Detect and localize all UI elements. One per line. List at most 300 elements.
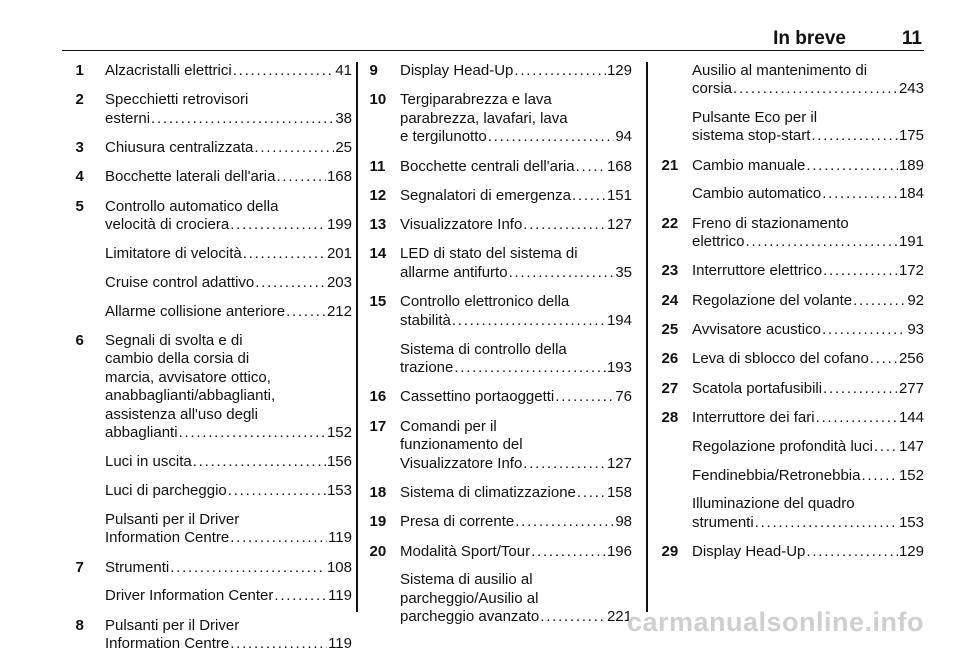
entry-line-text: Cruise control adattivo	[105, 273, 255, 291]
entry-text	[662, 215, 924, 252]
entry-text	[370, 245, 632, 282]
entry-line	[105, 198, 352, 217]
page-reference-link[interactable]: 35	[615, 263, 632, 281]
dot-leader	[733, 80, 898, 99]
entry-line-text: cambio della corsia di	[105, 350, 250, 368]
entry-text	[76, 482, 352, 501]
dot-leader	[572, 187, 606, 206]
entry-text	[370, 293, 632, 330]
page-reference-link[interactable]: 119	[328, 635, 352, 653]
page-reference-link[interactable]: 127	[606, 216, 632, 234]
page-reference-link[interactable]: 194	[606, 311, 632, 329]
dot-leader	[861, 467, 898, 486]
entry-number: 19	[369, 513, 387, 531]
entry-text	[370, 418, 632, 474]
index-entry	[662, 380, 924, 399]
entry-line	[692, 467, 924, 486]
entry-line	[400, 158, 632, 177]
entry-line-text: Interruttore elettrico	[692, 262, 823, 280]
entry-line	[105, 587, 352, 606]
entry-line-text: Regolazione del volante	[692, 291, 853, 309]
entry-line	[400, 484, 632, 503]
entry-text	[76, 91, 352, 128]
entry-line-text: Specchietti retrovisori	[105, 91, 249, 109]
entry-line	[105, 168, 352, 187]
entry-text	[76, 332, 352, 443]
entry-line	[105, 617, 352, 636]
entry-line-text: Strumenti	[105, 558, 170, 576]
entry-text	[370, 91, 632, 147]
entry-line	[400, 264, 632, 283]
entry-line	[400, 359, 632, 378]
page-reference-link[interactable]: 196	[606, 542, 632, 560]
index-entry	[370, 216, 632, 235]
dot-leader	[274, 587, 327, 606]
entry-line	[105, 62, 352, 81]
entry-line-text: esterni	[105, 109, 151, 127]
index-entry	[662, 495, 924, 532]
entry-text	[370, 187, 632, 206]
entry-line	[400, 110, 632, 129]
entry-line	[105, 424, 352, 443]
dot-leader	[514, 62, 606, 81]
entry-line-text: Avvisatore acustico	[692, 321, 821, 339]
index-entry	[76, 91, 352, 128]
entry-line	[692, 321, 924, 340]
entry-line-text: Sistema di controllo della	[400, 340, 567, 358]
index-entry	[76, 559, 352, 578]
entry-line	[400, 418, 632, 437]
entry-line	[105, 406, 352, 425]
index-entry	[76, 139, 352, 158]
dot-leader	[576, 158, 606, 177]
entry-number: 18	[369, 483, 387, 501]
index-entry	[370, 245, 632, 282]
entry-number: 17	[369, 417, 387, 435]
entry-line-text: Fendinebbia/Retronebbia	[692, 466, 861, 484]
page-reference-link[interactable]: 172	[898, 262, 924, 280]
page-reference-link[interactable]: 256	[898, 350, 924, 368]
index-entry	[370, 484, 632, 503]
dot-leader	[179, 424, 326, 443]
page-reference-link[interactable]: 189	[898, 156, 924, 174]
index-entry	[370, 158, 632, 177]
dot-leader	[230, 635, 327, 654]
dot-leader	[509, 264, 615, 283]
index-entry	[76, 245, 352, 264]
page-reference-link[interactable]: 147	[898, 437, 924, 455]
entry-line-text: Controllo elettronico della	[400, 293, 570, 311]
index-entry	[370, 543, 632, 562]
entry-line-text: sistema stop-start	[692, 127, 811, 145]
entry-number: 15	[369, 293, 387, 311]
dot-leader	[286, 303, 326, 322]
entry-line-text: Cambio automatico	[692, 185, 822, 203]
entry-number: 26	[661, 350, 679, 368]
page-reference-link[interactable]: 94	[615, 128, 632, 146]
page-reference-link[interactable]: 199	[326, 216, 352, 234]
page-reference-link[interactable]: 221	[606, 608, 632, 626]
entry-line	[692, 157, 924, 176]
entry-text	[370, 341, 632, 378]
dot-leader	[151, 110, 334, 129]
entry-line-text: Bocchette centrali dell'aria	[400, 157, 575, 175]
entry-line-text: abbaglianti	[105, 424, 178, 442]
index-entry	[662, 215, 924, 252]
index-entry	[662, 292, 924, 311]
entry-number: 22	[661, 214, 679, 232]
entry-line-text: Display Head-Up	[692, 543, 806, 561]
entry-text	[662, 543, 924, 562]
entry-line	[692, 215, 924, 234]
dot-leader	[806, 157, 898, 176]
entry-text	[370, 158, 632, 177]
entry-number: 24	[661, 291, 679, 309]
dot-leader	[254, 139, 334, 158]
page-reference-link[interactable]: 129	[898, 543, 924, 561]
entry-number: 16	[369, 388, 387, 406]
entry-text	[662, 185, 924, 204]
entry-line	[692, 292, 924, 311]
dot-leader	[853, 292, 906, 311]
page-title: In breve	[773, 28, 846, 49]
entry-line	[105, 139, 352, 158]
entry-line-text: trazione	[400, 359, 454, 377]
entry-number: 28	[661, 408, 679, 426]
entry-text	[76, 559, 352, 578]
entry-line	[400, 312, 632, 331]
entry-line-text: Sistema di ausilio al	[400, 571, 533, 589]
index-entry	[370, 418, 632, 474]
entry-line-text: strumenti	[692, 513, 754, 531]
entry-number: 11	[369, 157, 386, 175]
entry-line-text: Comandi per il	[400, 417, 497, 435]
entry-line-text: Visualizzatore Info	[400, 216, 523, 234]
entry-line-text: Driver Information Center	[105, 587, 274, 605]
entry-line-text: allarme antifurto	[400, 263, 508, 281]
entry-number: 9	[369, 62, 378, 79]
page-reference-link[interactable]: 119	[328, 529, 352, 547]
dot-leader	[170, 559, 326, 578]
entry-text	[370, 513, 632, 532]
entry-text	[76, 617, 352, 654]
page-reference-link[interactable]: 129	[606, 62, 632, 79]
page-reference-link[interactable]: 151	[606, 186, 632, 204]
dot-leader	[523, 455, 606, 474]
entry-line	[105, 350, 352, 369]
entry-text	[662, 62, 924, 99]
entry-line-text: Interruttore dei fari	[692, 408, 815, 426]
entry-line-text: parcheggio/Ausilio al	[400, 589, 539, 607]
entry-line	[105, 245, 352, 264]
page-reference-link[interactable]: 243	[898, 80, 924, 97]
entry-text	[370, 571, 632, 627]
entry-number: 7	[75, 558, 84, 576]
entry-line	[400, 571, 632, 590]
entry-line	[400, 187, 632, 206]
page-reference-link[interactable]: 191	[898, 233, 924, 251]
page-reference-link[interactable]: 76	[615, 388, 632, 406]
entry-line-text: marcia, avvisatore ottico,	[105, 368, 271, 386]
index-entry	[76, 274, 352, 293]
entry-number: 25	[661, 321, 679, 339]
index-entry	[76, 511, 352, 548]
dot-leader	[193, 453, 326, 472]
dot-leader	[523, 216, 606, 235]
entry-line-text: corsia	[692, 80, 733, 97]
entry-text	[76, 198, 352, 235]
page-reference-link[interactable]: 38	[335, 109, 352, 127]
entry-line-text: anabbaglianti/abbaglianti,	[105, 387, 276, 405]
column-divider	[646, 62, 648, 612]
entry-line	[400, 216, 632, 235]
entry-text	[662, 292, 924, 311]
entry-text	[662, 321, 924, 340]
index-entry	[662, 109, 924, 146]
entry-line	[400, 543, 632, 562]
index-entry	[76, 62, 352, 81]
entry-line	[692, 262, 924, 281]
entry-line-text: Leva di sblocco del cofano	[692, 350, 869, 368]
index-entry	[662, 262, 924, 281]
entry-line-text: Regolazione profondità luci	[692, 437, 873, 455]
entry-text	[370, 216, 632, 235]
dot-leader	[823, 262, 898, 281]
entry-line-text: Chiusura centralizzata	[105, 139, 254, 157]
entry-line	[105, 482, 352, 501]
page-reference-link[interactable]: 92	[907, 291, 924, 309]
index-entry	[370, 293, 632, 330]
entry-text	[662, 350, 924, 369]
page-reference-link[interactable]: 193	[606, 359, 632, 377]
entry-line	[105, 110, 352, 129]
dot-leader	[540, 608, 606, 627]
entry-line-text: stabilità	[400, 311, 451, 329]
entry-line-text: Illuminazione del quadro	[692, 495, 855, 513]
entry-line-text: Information Centre	[105, 529, 230, 547]
page-reference-link[interactable]: 25	[335, 139, 352, 157]
index-entry	[662, 438, 924, 457]
page-reference-link[interactable]: 277	[898, 379, 924, 397]
page-reference-link[interactable]: 127	[606, 454, 632, 472]
entry-line	[105, 453, 352, 472]
entry-text	[370, 388, 632, 407]
entry-line-text: Modalità Sport/Tour	[400, 542, 531, 560]
entry-line	[105, 369, 352, 388]
page-reference-link[interactable]: 152	[898, 466, 924, 484]
entry-number: 1	[75, 62, 84, 79]
entry-line	[692, 350, 924, 369]
dot-leader	[531, 543, 606, 562]
entry-text	[370, 62, 632, 81]
index-entry	[662, 321, 924, 340]
page-reference-link[interactable]: 93	[907, 321, 924, 339]
entry-line-text: velocità di crociera	[105, 216, 230, 234]
entry-number: 21	[661, 156, 679, 174]
dot-leader	[452, 312, 606, 331]
entry-line-text: Cambio manuale	[692, 156, 806, 174]
entry-text	[662, 157, 924, 176]
entry-line-text: Pulsanti per il Driver	[105, 616, 240, 634]
entry-number: 4	[75, 168, 84, 186]
index-entry	[662, 409, 924, 428]
index-entry	[662, 62, 924, 99]
page-reference-link[interactable]: 153	[326, 481, 352, 499]
entry-line-text: Sistema di climatizzazione	[400, 483, 576, 501]
page-reference-link[interactable]: 144	[898, 408, 924, 426]
dot-leader	[806, 543, 898, 562]
entry-line	[692, 514, 924, 533]
entry-line	[105, 529, 352, 548]
entry-line-text: Cassettino portaoggetti	[400, 388, 555, 406]
page-reference-link[interactable]: 168	[606, 157, 632, 175]
dot-leader	[228, 482, 326, 501]
dot-leader	[255, 274, 326, 293]
entry-line	[692, 380, 924, 399]
entry-line-text: Scatola portafusibili	[692, 379, 823, 397]
entry-line	[400, 388, 632, 407]
index-column-2	[370, 62, 632, 638]
entry-line-text: Ausilio al mantenimento di	[692, 61, 868, 79]
entry-line	[105, 332, 352, 351]
entry-line-text: Information Centre	[105, 635, 230, 653]
page-reference-link[interactable]: 168	[326, 168, 352, 186]
entry-line	[400, 341, 632, 360]
entry-text	[76, 245, 352, 264]
dot-leader	[515, 513, 614, 532]
entry-number: 5	[75, 197, 84, 215]
index-entry	[370, 513, 632, 532]
entry-line-text: Alzacristalli elettrici	[105, 62, 232, 79]
entry-text	[76, 511, 352, 548]
entry-text	[662, 495, 924, 532]
page-reference-link[interactable]: 119	[328, 587, 352, 605]
index-entry	[662, 157, 924, 176]
entry-number: 6	[75, 331, 84, 349]
dot-leader	[488, 128, 615, 147]
entry-text	[76, 303, 352, 322]
entry-line	[400, 245, 632, 264]
index-entry	[76, 198, 352, 235]
entry-line	[400, 590, 632, 609]
dot-leader	[822, 185, 898, 204]
entry-line	[400, 455, 632, 474]
entry-line-text: e tergilunotto	[400, 128, 487, 146]
dot-leader	[811, 127, 898, 146]
entry-line	[692, 80, 924, 99]
page-reference-link[interactable]: 212	[326, 302, 352, 320]
entry-text	[76, 587, 352, 606]
entry-text	[662, 262, 924, 281]
column-divider	[356, 62, 358, 612]
entry-line	[692, 543, 924, 562]
index-entry	[76, 453, 352, 472]
entry-line	[400, 293, 632, 312]
page-reference-link[interactable]: 41	[335, 62, 352, 79]
entry-line	[692, 109, 924, 128]
entry-number: 10	[369, 91, 387, 109]
entry-line-text: Segnali di svolta e di	[105, 331, 243, 349]
entry-line	[400, 608, 632, 627]
entry-text	[76, 139, 352, 158]
entry-line	[692, 438, 924, 457]
entry-number: 23	[661, 262, 679, 280]
entry-line-text: parcheggio avanzato	[400, 608, 540, 626]
entry-line-text: Bocchette laterali dell'aria	[105, 168, 276, 186]
entry-line	[692, 185, 924, 204]
dot-leader	[454, 359, 606, 378]
dot-leader	[822, 321, 906, 340]
entry-line	[105, 387, 352, 406]
index-entry	[370, 388, 632, 407]
dot-leader	[823, 380, 898, 399]
index-entry	[370, 571, 632, 627]
entry-text	[662, 109, 924, 146]
index-column-1	[76, 62, 352, 664]
entry-line	[105, 635, 352, 654]
page-reference-link[interactable]: 98	[615, 513, 632, 531]
entry-line-text: Display Head-Up	[400, 62, 514, 79]
index-entry	[76, 482, 352, 501]
page-reference-link[interactable]: 158	[606, 483, 632, 501]
page-reference-link[interactable]: 152	[326, 424, 352, 442]
entry-line	[400, 128, 632, 147]
page-reference-link[interactable]: 156	[326, 453, 352, 471]
page-reference-link[interactable]: 153	[898, 513, 924, 531]
entry-line	[400, 91, 632, 110]
watermark: carmanualsonline.info	[626, 607, 924, 637]
entry-text	[370, 543, 632, 562]
entry-text	[76, 453, 352, 472]
entry-line-text: LED di stato del sistema di	[400, 245, 578, 263]
page-reference-link[interactable]: 203	[326, 273, 352, 291]
dot-leader	[243, 245, 326, 264]
entry-text	[76, 62, 352, 81]
dot-leader	[755, 514, 898, 533]
index-entry	[76, 332, 352, 443]
entry-line-text: assistenza all'uso degli	[105, 405, 258, 423]
entry-text	[662, 380, 924, 399]
entry-line-text: Luci di parcheggio	[105, 481, 227, 499]
entry-line-text: Tergiparabrezza e lava	[400, 91, 552, 109]
entry-line	[692, 127, 924, 146]
index-entry	[370, 62, 632, 81]
index-entry	[370, 91, 632, 147]
dot-leader	[276, 168, 326, 187]
entry-text	[662, 467, 924, 486]
dot-leader	[870, 350, 898, 369]
entry-line-text: funzionamento del	[400, 436, 523, 454]
entry-number: 3	[75, 139, 84, 157]
entry-line	[105, 216, 352, 235]
dot-leader	[816, 409, 898, 428]
entry-line-text: Allarme collisione anteriore	[105, 302, 286, 320]
page-reference-link[interactable]: 175	[898, 127, 924, 145]
page-reference-link[interactable]: 201	[326, 244, 352, 262]
page-reference-link[interactable]: 184	[898, 185, 924, 203]
entry-line	[105, 91, 352, 110]
entry-text	[662, 438, 924, 457]
index-entry	[662, 467, 924, 486]
page-reference-link[interactable]: 108	[326, 558, 352, 576]
entry-number: 14	[369, 245, 387, 263]
dot-leader	[577, 484, 606, 503]
entry-line-text: Visualizzatore Info	[400, 454, 523, 472]
index-entry	[76, 168, 352, 187]
entry-text	[370, 484, 632, 503]
entry-number: 27	[661, 379, 679, 397]
entry-number: 8	[75, 616, 84, 634]
